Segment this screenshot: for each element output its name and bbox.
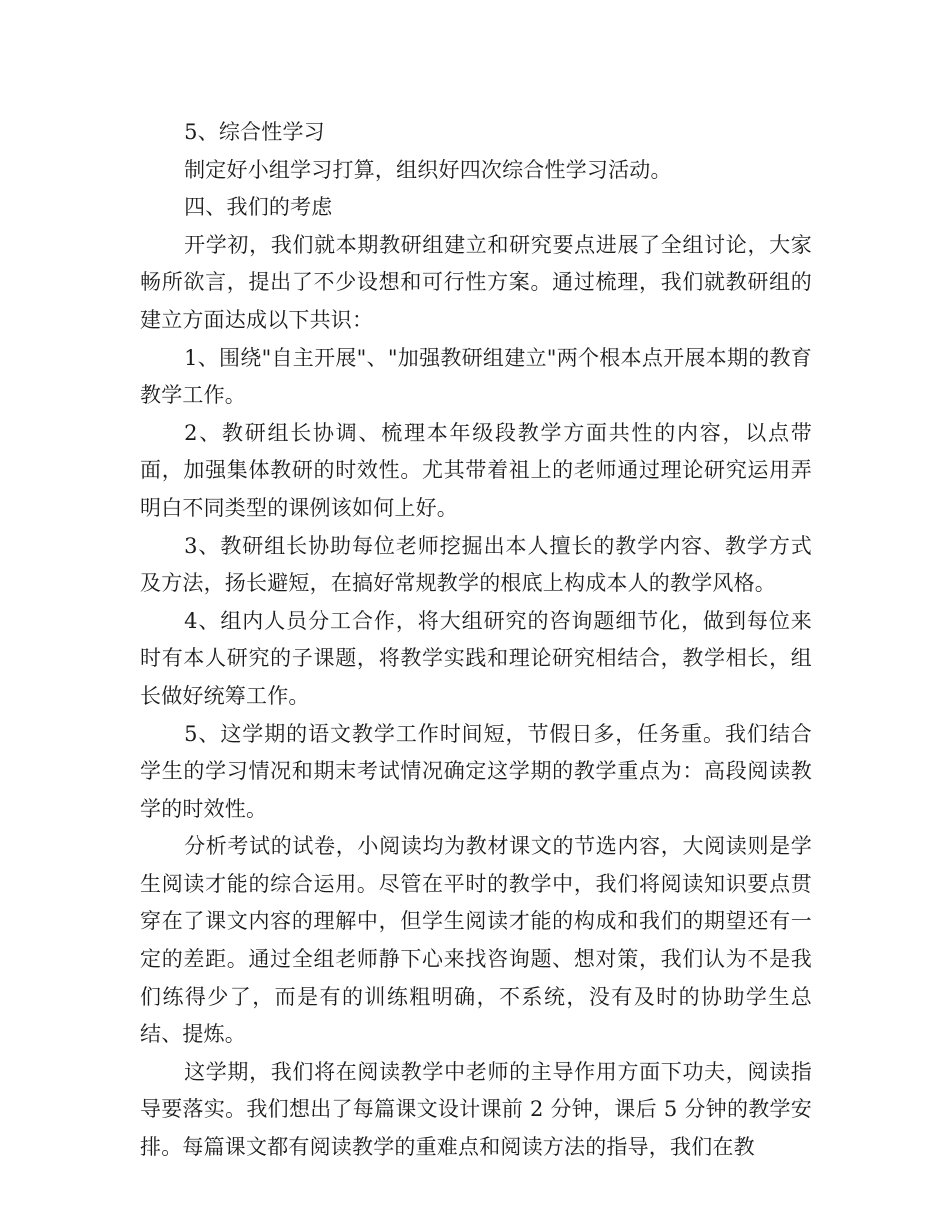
paragraph-item-5: 5、这学期的语文教学工作时间短，节假日多，任务重。我们结合学生的学习情况和期末考试情况确定这学期的教学重点为：高段阅读教学的时效性。	[140, 721, 812, 821]
heading-comprehensive-learning: 5、综合性学习	[184, 120, 325, 144]
paragraph-item-1: 1、围绕"自主开展"、"加强教研组建立"两个根本点开展本期的教育教学工作。	[140, 345, 812, 408]
paragraph-this-term: 这学期，我们将在阅读教学中老师的主导作用方面下功夫，阅读指导要落实。我们想出了每篇课文设计课前 2 分钟，课后 5 分钟的教学安排。每篇课文都有阅读教学的重难点和阅读方法的指导，我们在教	[140, 1059, 812, 1160]
heading-our-considerations: 四、我们的考虑	[184, 195, 333, 220]
paragraph-group-plan: 制定好小组学习打算，组织好四次综合性学习活动。	[184, 157, 672, 182]
paragraph-item-3: 3、教研组长协助每位老师挖掘出本人擅长的教学内容、教学方式及方法，扬长避短，在搞好常规教学的根底上构成本人的教学风格。	[140, 533, 812, 596]
paragraph-item-2: 2、教研组长协调、梳理本年级段教学方面共性的内容，以点带面，加强集体教研的时效性。尤其带着祖上的老师通过理论研究运用弄明白不同类型的课例该如何上好。	[140, 420, 812, 520]
paragraph-start-of-term: 开学初，我们就本期教研组建立和研究要点进展了全组讨论，大家畅所欲言，提出了不少设想和可行性方案。通过梳理，我们就教研组的建立方面达成以下共识：	[140, 232, 812, 332]
document-body	[140, 114, 812, 1167]
paragraph-item-4: 4、组内人员分工合作，将大组研究的咨询题细节化，做到每位来时有本人研究的子课题，将教学实践和理论研究相结合，教学相长，组长做好统筹工作。	[140, 608, 812, 708]
paragraph-exam-analysis: 分析考试的试卷，小阅读均为教材课文的节选内容，大阅读则是学生阅读才能的综合运用。尽管在平时的教学中，我们将阅读知识要点贯穿在了课文内容的理解中，但学生阅读才能的构成和我们的期望还有一定的差距。通过全组老师静下心来找咨询题、想对策，我们认为不是我们练得少了，而是有的训练粗明确，不系统，没有及时的协助学生总结、提炼。	[140, 834, 812, 1047]
